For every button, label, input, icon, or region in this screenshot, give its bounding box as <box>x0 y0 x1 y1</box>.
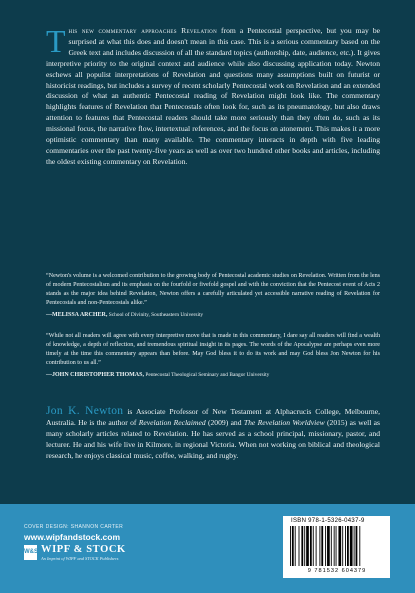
endorsement-attribution <box>46 311 380 320</box>
endorser-affiliation: School of Divinity, Southeastern University <box>107 311 204 318</box>
publisher-name: WIPF & STOCK <box>41 544 126 555</box>
barcode-digits: 9 781532 604379 <box>307 568 367 574</box>
cover-design-credit: COVER DESIGN: SHANNON CARTER <box>24 524 124 530</box>
book-title: The Revelation Worldview <box>243 417 325 427</box>
endorsement-quote: “While not all readers will agree with every interpretive move that is made in this commentary, I dare say all readers will find a wealth of knowledge, a depth of reflection, and tremendous spiritual insight in its pages. The words of the Apocalypse are perhaps even more timely at the time this commentary appears than before. May God bless it to do its work and may God bless Jon Newton for his contribution to us all.” <box>46 333 380 366</box>
endorsement-thomas <box>46 332 380 380</box>
barcode-box <box>283 516 390 578</box>
isbn-number: ISBN 978-1-5326-0437-9 <box>291 518 365 524</box>
drop-cap: T <box>46 23 66 59</box>
author-bio-text: is Associate Professor of New Testament at Alphacrucis College, Melbourne, Australia. He is the author of <box>46 407 380 427</box>
description-body: from a Pentecostal perspective, but you may be surprised at what this does and doesn't mean in this case. This is a serious commentary based on the Greek text and includes discussion of all the standard topics (authorship, date, audience, etc.). It gives interpretive priority to the original context and audience while also discussing application today. Newton eschews all populist interpretations of Revelation and questions many assumptions built on futurist or historicist readings, but includes a survey of recent scholarly Pentecostal work on Revelation and an extended discussion of what an authentic Pentecostal reading of Revelation might look like. The commentary highlights features of Revelation that Pentecostals often look for, such as its pneumatology, but also draws attention to features that Pentecostal readers should take more seriously than they often do, such as its missional focus, the narrative flow, intertextual references, and the focus on atonement. This makes it a more optimistic commentary than many available. The commentary interacts in depth with five leading commentaries over the past twenty-five years as well as over two hundred other books and articles, including the oldest existing commentary on Revelation. <box>46 26 380 166</box>
publisher-website[interactable]: www.wipfandstock.com <box>24 532 121 542</box>
book-title: Revelation Reclaimed <box>138 417 206 427</box>
book-description <box>46 23 380 168</box>
author-bio-text: (2009) and <box>205 417 244 427</box>
publisher-tagline: An Imprint of WIPF and STOCK Publishers <box>41 556 119 561</box>
endorser-affiliation: Pentecostal Theological Seminary and Bangor University <box>143 371 270 378</box>
endorsement-quote: “Newton's volume is a welcomed contribution to the growing body of Pentecostal academic studies on Revelation. Written from the lens of modern Pentecostalism and its emphasis on the fourfold or fivefold gospel and with the conviction that the Pentecost event of Acts 2 stands as the major idea behind Revelation, Newton offers a carefully articulated yet accessible narrative reading of Revelation for Pentecostals and non-Pentecostals alike.” <box>46 273 380 306</box>
description-lead: his new commentary approaches Revelation <box>68 26 217 35</box>
publisher-logo: W&S <box>24 545 37 560</box>
endorser-name: —MELISSA ARCHER, <box>46 311 108 318</box>
author-bio-text: (2015) as well as many scholarly articles related to Revelation. He has served as a school principal, missionary, pastor, and lecturer. He and his wife live in Kilmore, in regional Victoria. When not working on biblical and theological research, he enjoys classical music, coffee, walking, and rugby. <box>46 417 380 460</box>
barcode-icon <box>289 526 384 568</box>
author-bio <box>46 406 380 462</box>
endorsement-archer <box>46 272 380 320</box>
endorser-name: —JOHN CHRISTOPHER THOMAS, <box>46 371 144 378</box>
author-name: Jon K. Newton <box>46 405 124 417</box>
endorsement-attribution <box>46 371 380 380</box>
